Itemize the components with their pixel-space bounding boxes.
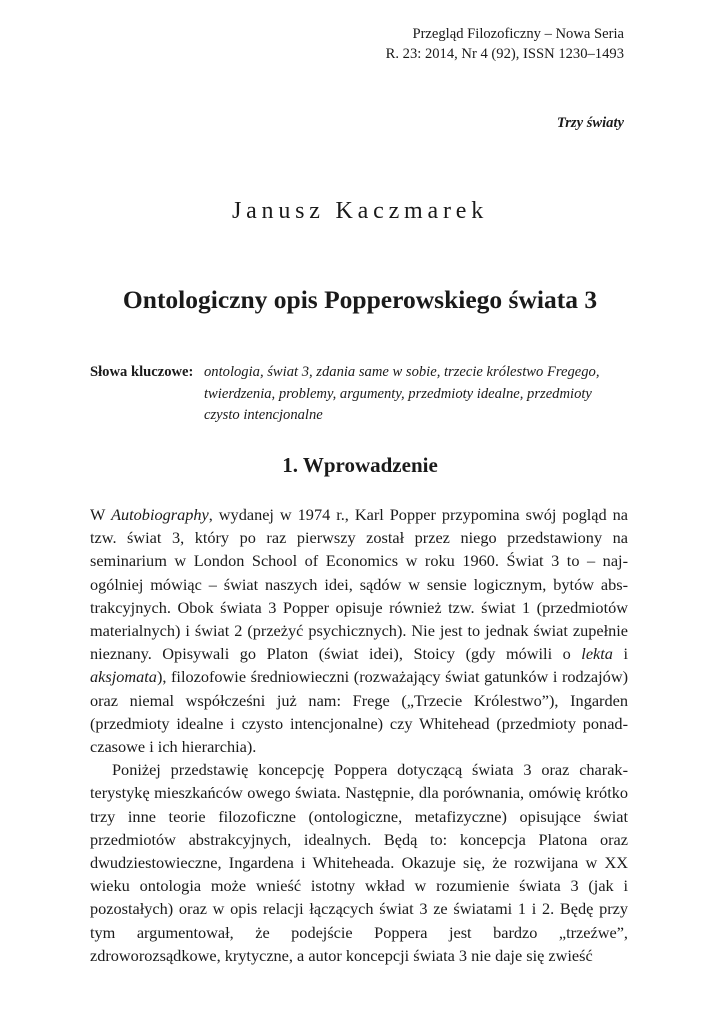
journal-header [386, 24, 624, 64]
running-title: Trzy światy [556, 115, 624, 131]
text-run: i [612, 644, 628, 664]
paragraph [90, 503, 628, 758]
author-name: Janusz Kaczmarek [231, 198, 489, 224]
journal-volume-issn: R. 23: 2014, Nr 4 (92), ISSN 1230–1493 [385, 46, 624, 62]
keywords-text: ontologia, świat 3, zdania same w sobie, trzecie królestwo Fregego, twierdzenia, problemy, argumenty, przedmioty idealne, przedmioty czysto intencjonalne [204, 364, 600, 423]
text-run: ), filozofowie średniowieczni (rozważający świat gatunków i rodzajów) oraz niemal współcześni już nam: Frege („Trzecie Królestwo”), Ingarden (przedmioty idealne i czysto intencjonalne) czy Whitehead (przedmioty ponadczasowe i ich hierarchia). [90, 667, 628, 757]
italic-term: aksjomata [90, 667, 157, 687]
keywords-label: Słowa kluczowe: [90, 364, 194, 380]
paragraph: Poniżej przedstawię koncepcję Poppera dotyczącą świata 3 oraz charakterystykę mieszkańców owego świata. Następnie, dla porównania, omówię krótko trzy inne teorie filozoficzne (ontologiczne, metafizyczne) opisujące świat przedmiotów abstrakcyjnych, idealnych. Będą to: koncepcja Platona oraz dwudziestowieczne, Ingardena i Whiteheada. Okazuje się, że rozwijana w XX wieku ontologia może wnieść istotny wkład w rozumienie świata 3 (jak i pozostałych) oraz w opis relacji łączących świat 3 ze światami 1 i 2. Będę przy tym argumentował, że podejście Poppera jest bardzo „trzeźwe”, zdroworozsądkowe, krytyczne, a autor koncepcji świata 3 nie daje się zwieść [90, 760, 628, 965]
section-heading: 1. Wprowadzenie [282, 453, 438, 477]
italic-term: lekta [581, 644, 613, 664]
text-run: , wydanej w 1974 r., Karl Popper przypomina swój pogląd na tzw. świat 3, który po raz pierwszy został przez niego przedstawiony na seminarium w London School of Economics w roku 1960. Świat 3 to – najogólniej mówiąc – świat naszych idei, sądów w sensie logicznym, bytów abstrakcyjnych. Obok świata 3 Popper opisuje również tzw. świat 1 (przedmiotów materialnych) i świat 2 (przeżyć psychicznych). Nie jest to jednak świat zupełnie nieznany. Opisywali go Platon (świat idei), Stoicy (gdy mówili o [90, 505, 628, 664]
article-title: Ontologiczny opis Popperowskiego świata 3 [122, 285, 598, 314]
journal-name: Przegląd Filozoficzny – Nowa Seria [412, 26, 624, 42]
body-text [90, 503, 628, 967]
italic-title: Autobiography [111, 505, 209, 524]
text-run: W [90, 505, 112, 524]
